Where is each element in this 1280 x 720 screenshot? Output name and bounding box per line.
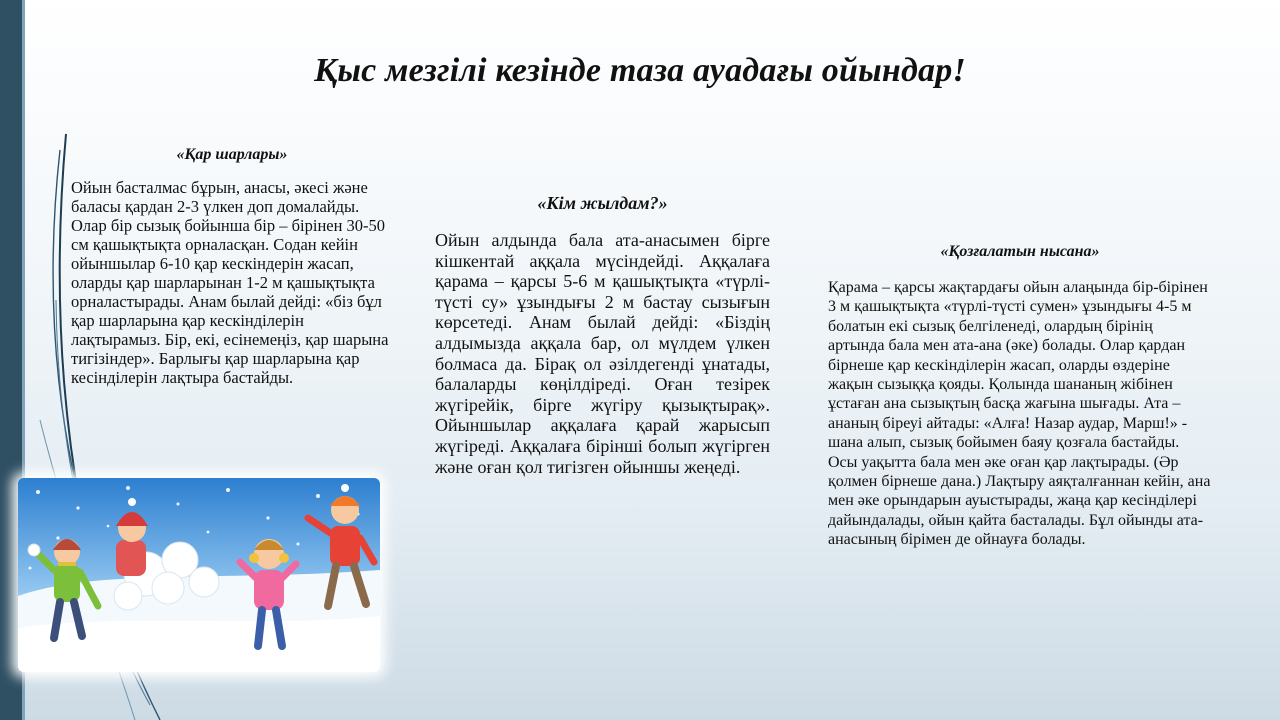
game-heading: «Қар шарлары» bbox=[176, 146, 288, 163]
game-column-snowballs bbox=[71, 146, 397, 387]
game-column-who-is-faster bbox=[435, 193, 770, 477]
winter-children-illustration bbox=[18, 478, 380, 672]
game-description: Ойын алдында бала ата-анасымен бірге кішкентай аққала мүсіндейді. Аққалаға қарама – қарсы 5-6 м қашықтықта «түрлі-түсті су» ұзындығы 2 м бастау сызығын көрсетеді. Анам былай дейді: «Біздің алдымызда аққала бар, ол мүлдем үлкен болмаса да. Бірақ ол әзілдегенді ұнатады, балаларды көңілдіреді. Оған тезірек жүгірейік, бірге жүгіру қызықтырақ». Ойыншылар аққалаға қарай жарысып жүгіреді. Аққалаға бірінші болып жүгірген және оған қол тигізген ойыншы жеңеді. bbox=[435, 230, 770, 477]
game-description: Қарама – қарсы жақтардағы ойын алаңында бір-бірінен 3 м қашықтықта «түрлі-түсті сумен» ұзындығы 4-5 м болатын екі сызық белгіленеді, олардың бірінің артында бала мен ата-ана (әке) болады. Олар қардан бірнеше қар кескінділерін жасап, оларды өздеріне жақын сызыққа қояды. Қолында шананың жібінен ұстаған ана сызықтың басқа жағына шығады. Ата – ананың біреуі айтады: «Алға! Назар аудар, Марш!» - шана алып, сызық бойымен баяу қозғала бастайды. Осы уақытта бала мен әке оған қар лақтырады. (Әр қолмен бірнеше дана.) Лақтыру аяқталғаннан кейін, ана мен әке орындарын ауыстырады, жаңа қар кесінділері дайындалады, ойын қайта басталады. Бұл ойынды ата-анасының бірімен де ойнауға болады. bbox=[828, 279, 1211, 549]
game-heading: «Кім жылдам?» bbox=[537, 193, 668, 213]
game-column-moving-target bbox=[828, 243, 1212, 550]
game-description: Ойын басталмас бұрын, анасы, әкесі және баласы қардан 2-3 үлкен доп домалайды. Олар бір сызық бойынша бір – бірінен 30-50 см қашықтықта орналасқан. Содан кейін ойыншылар 6-10 қар кескіндерін жасап, оларды қар шарларынан 1-2 м қашықтықта орналастырады. Анам былай дейді: «біз бұл қар шарларына қар кескінділерін лақтырамыз. Бір, екі, есінемеңіз, қар шарына тигізіндер». Барлығы қар шарларына қар кесінділерін лақтыра бастайды. bbox=[71, 178, 389, 387]
page-title: Қыс мезгілі кезінде таза ауадағы ойындар! bbox=[314, 52, 966, 89]
game-heading: «Қозғалатын нысана» bbox=[940, 243, 1100, 260]
